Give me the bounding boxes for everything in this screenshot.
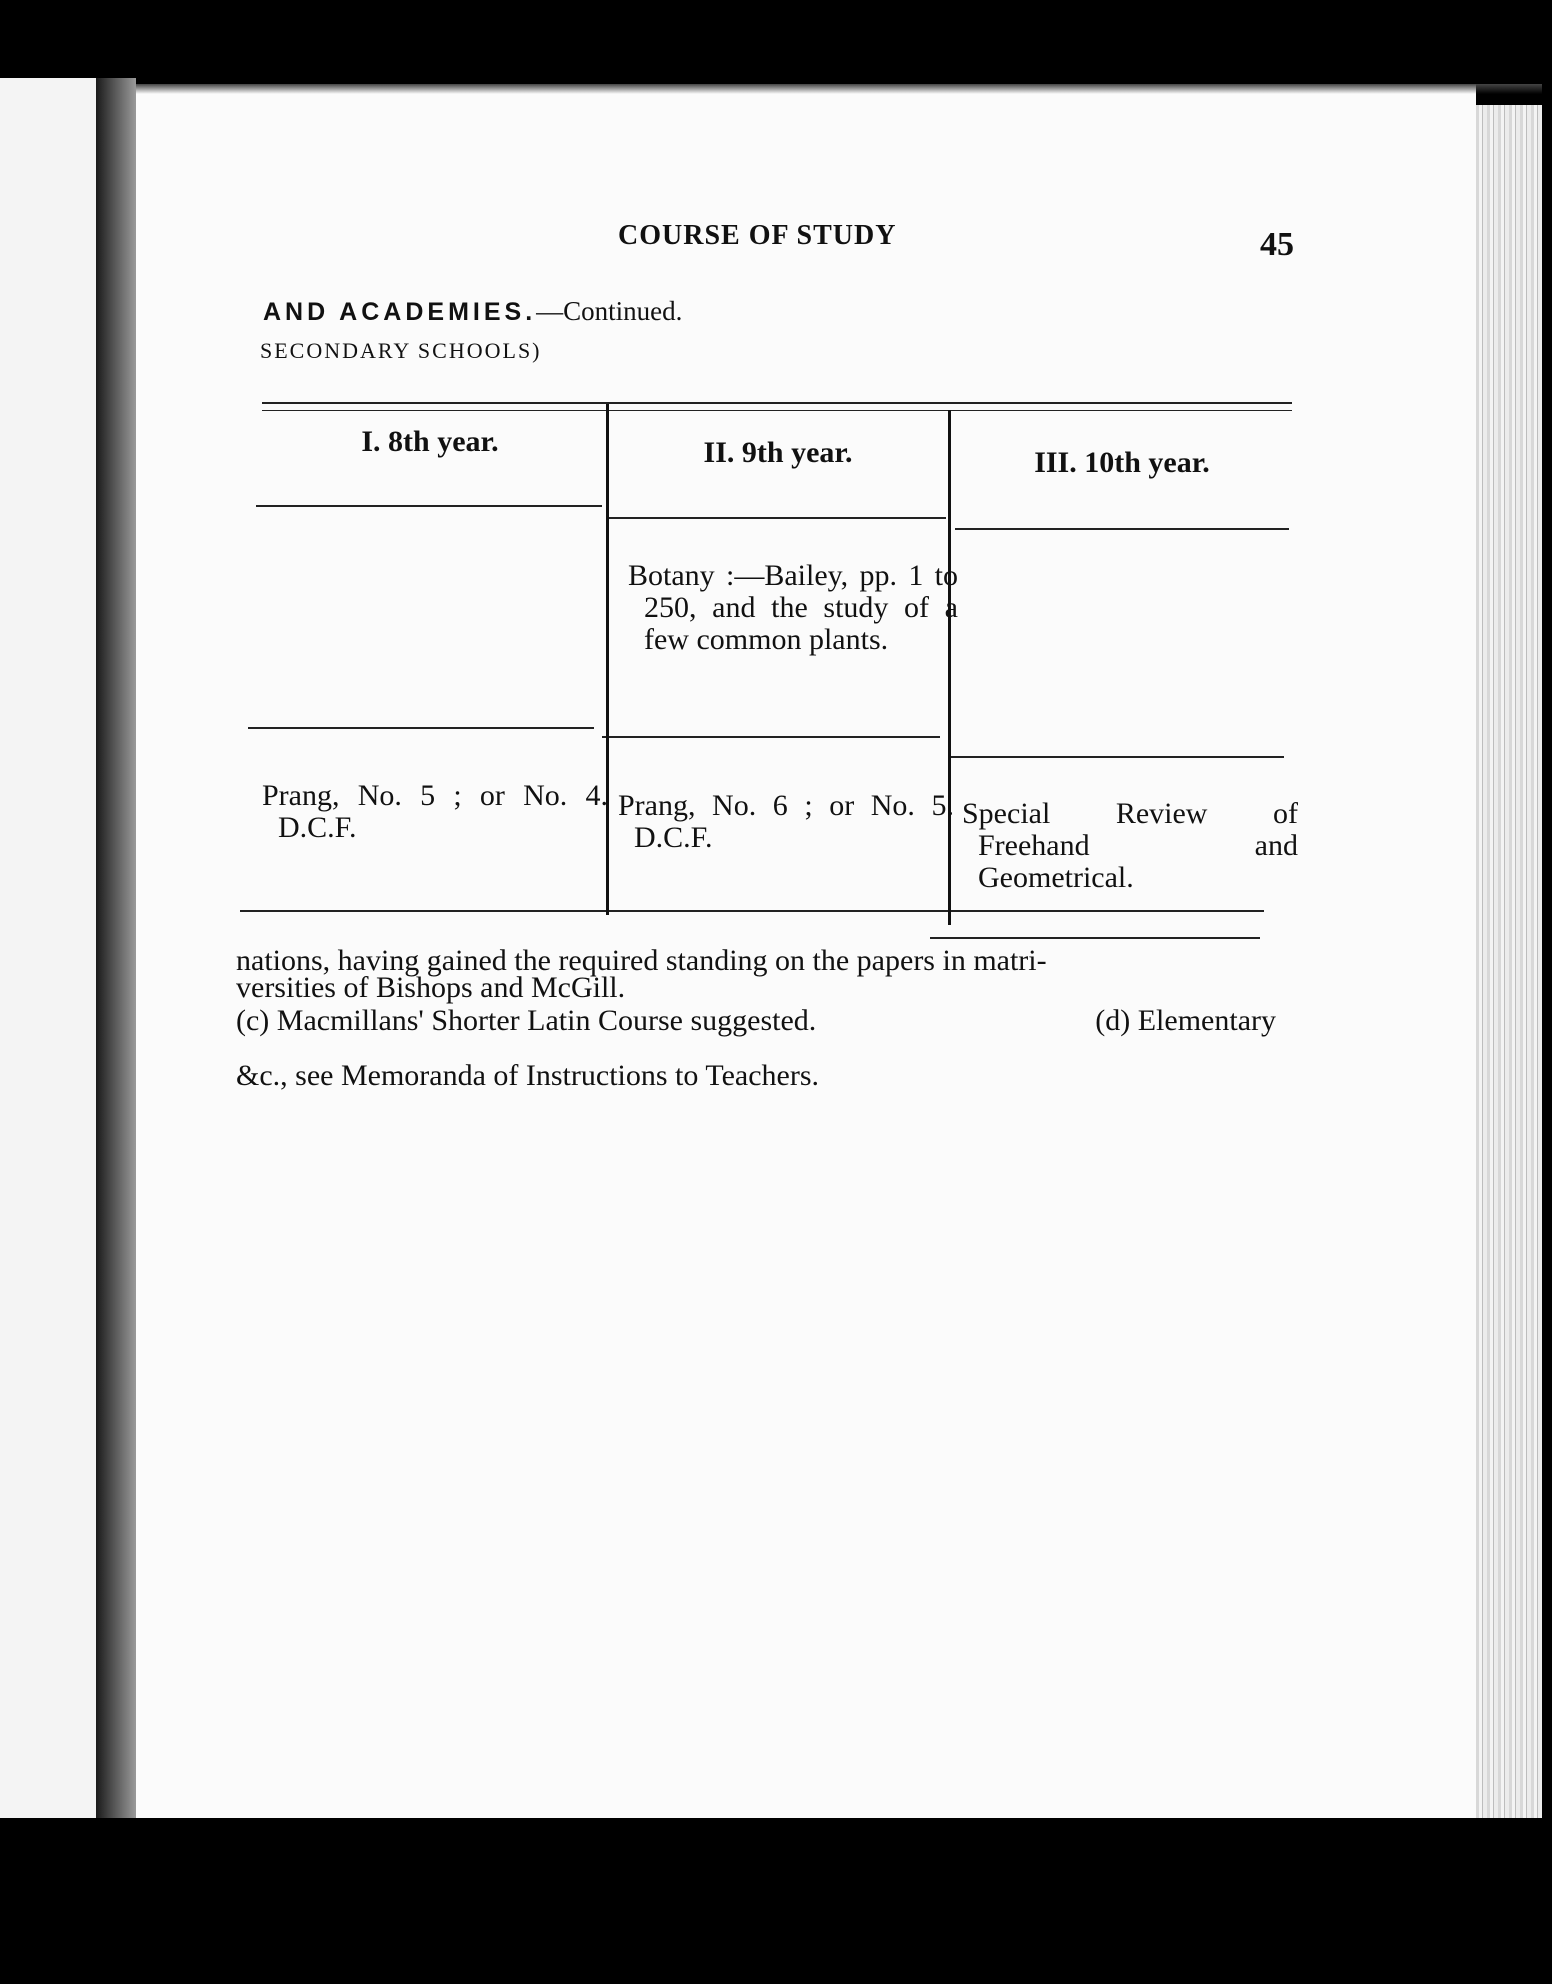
- page-stack-edge: [1476, 105, 1542, 1818]
- section-title-continued: —Continued.: [536, 296, 683, 326]
- table-bottom-rule: [240, 910, 1264, 912]
- header-rule-col2: [608, 517, 946, 519]
- running-head: COURSE OF STUDY: [618, 220, 897, 251]
- column-header-8th-year: I. 8th year.: [361, 425, 499, 458]
- row1-rule-col1: [248, 727, 594, 729]
- page-number: 45: [1260, 226, 1294, 263]
- footnote-line: nations, having gained the required standing on the papers in matri-: [236, 944, 1047, 977]
- facing-page-edge: [0, 78, 96, 1818]
- footnote-line: versities of Bishops and McGill.: [236, 971, 626, 1004]
- column-header-9th-year: II. 9th year.: [703, 436, 853, 469]
- table-top-rule: [262, 402, 1292, 404]
- footnote-line: [236, 1004, 1276, 1037]
- table-cell-prang-8th: Prang, No. 5 ; or No. 4. D.C.F.: [262, 779, 608, 844]
- footnote-c: (c) Macmillans' Shorter Latin Course suggested.: [236, 1004, 817, 1037]
- footnote-d: (d) Elementary: [1095, 1004, 1276, 1037]
- footnote-line: &c., see Memoranda of Instructions to Teachers.: [236, 1059, 819, 1092]
- table-top-rule-2: [262, 410, 1292, 411]
- book-gutter: [96, 78, 136, 1818]
- section-title-caps: AND ACADEMIES.: [263, 298, 537, 326]
- section-heading: [263, 296, 682, 327]
- column-header-10th-year: III. 10th year.: [1034, 446, 1210, 479]
- row1-rule-col2: [602, 736, 940, 738]
- header-rule-col1: [256, 505, 602, 507]
- section-subheading: SECONDARY SCHOOLS): [260, 338, 542, 363]
- table-bottom-rule-right: [930, 937, 1260, 939]
- row1-rule-col3: [948, 756, 1284, 758]
- header-rule-col3: [955, 528, 1289, 530]
- table-cell-botany: Botany :—Bailey, pp. 1 to 250, and the study of a few common plants.: [628, 559, 958, 656]
- table-cell-prang-9th: Prang, No. 6 ; or No. 5. D.C.F.: [618, 789, 954, 854]
- footnotes: [236, 944, 1276, 1092]
- table-cell-special-review: Special Review of Freehand and Geometrical.: [962, 797, 1298, 894]
- page-top-shadow: [136, 84, 1542, 94]
